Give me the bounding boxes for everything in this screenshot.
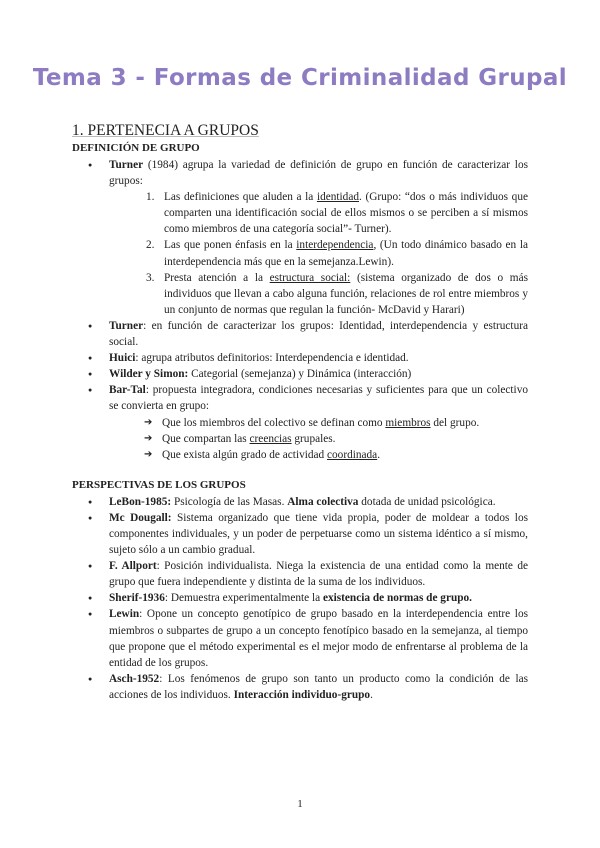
underlined-term: interdependencia [296, 239, 374, 252]
arrow-icon: ➔ [144, 448, 153, 460]
list-item-asch: ● Asch-1952: Los fenómenos de grupo son tanto un producto como la condición de las acciones de los individuos. Interacción individuo-grupo. [72, 671, 528, 703]
section-heading: 1. PERTENECIA A GRUPOS [72, 122, 259, 139]
spacer [72, 463, 528, 478]
underlined-term: identidad [316, 191, 359, 204]
arrow-list [144, 415, 528, 463]
list-item-bar-tal: ● Bar-Tal: propuesta integradora, condiciones necesarias y suficientes para que un colectivo se convierta en grupo: ➔ Que los miembros del colectivo se definan como miembros del grupo. ➔ Que compartan las creencias grupales. ➔ Que exista algún grado de actividad coordinada. [72, 382, 528, 462]
list-item-lebon: ● LeBon-1985: Psicología de las Masas. Alma colectiva dotada de unidad psicológica. [72, 494, 528, 510]
arrow-icon: ➔ [144, 432, 153, 444]
subheading-definicion: DEFINICIÓN DE GRUPO [72, 142, 200, 154]
list-item-sherif: ● Sherif-1936: Demuestra experimentalmente la existencia de normas de grupo. [72, 590, 528, 606]
document-title: Tema 3 - Formas de Criminalidad Grupal [32, 65, 568, 91]
author-name: Turner [109, 159, 144, 171]
author-name: Huici [109, 352, 136, 365]
subheading-perspectivas: PERSPECTIVAS DE LOS GRUPOS [72, 478, 246, 491]
list-item-wilder-simon: ● Wilder y Simon: Categorial (semejanza) y Dinámica (interacción) [72, 366, 528, 382]
author-name: Sherif-1936 [109, 592, 165, 605]
numbered-list [146, 189, 528, 318]
author-name: Bar-Tal [109, 384, 146, 397]
numbered-item-3: 3. Presta atención a la estructura social: (sistema organizado de dos o más individuos que llevan a cabo alguna función, relaciones de rol entre miembros y un conjunto de normas que regulan la función- McDavid y Harari) [146, 271, 528, 316]
author-name: LeBon-1985: [109, 495, 172, 508]
numbered-item-1: 1. Las definiciones que aluden a la identidad. (Grupo: “dos o más individuos que comparten una identificación social de ellos mismos o se perciben a sí mismos como miembros de una categoría social”- Turner). [146, 191, 528, 236]
list-item-turner: ● Turner: en función de caracterizar los grupos: Identidad, interdependencia y estructura social. [72, 318, 528, 350]
document-body [72, 121, 528, 703]
author-name: Turner [109, 319, 144, 332]
arrow-item-2: ➔ Que compartan las creencias grupales. [144, 431, 528, 447]
author-name: F. Allport [109, 560, 157, 573]
list-item-allport: ● F. Allport: Posición individualista. Niega la existencia de una entidad como la mente de grupo que fuera independiente y distinta de la suma de los individuos. [72, 558, 528, 590]
list-item-huici: ● Huici: agrupa atributos definitorios: Interdependencia e identidad. [72, 350, 528, 366]
underlined-term: estructura social: [269, 271, 351, 284]
list-item-mcdougall: ● Mc Dougall: Sistema organizado que tiene vida propia, poder de moldear a todos los componentes individuales, y un poder de perpetuarse como un sistema idéntico a sí mismo, sujeto sólo a un cambio gradual. [72, 510, 528, 558]
numbered-item-2: 2. Las que ponen énfasis en la interdependencia, (Un todo dinámico basado en la interdependencia más que en la semejanza.Lewin). [146, 239, 528, 268]
underlined-term: coordinada [327, 448, 378, 461]
definition-list [72, 157, 528, 463]
author-name: Lewin [109, 608, 140, 621]
underlined-term: miembros [385, 416, 431, 429]
page-number: 1 [297, 798, 303, 810]
arrow-icon: ➔ [144, 416, 153, 428]
list-item-lewin: ● Lewin: Opone un concepto genotípico de grupo basado en la interdependencia entre los miembros o subpartes de grupo a un concepto fenotípico basado en la semejanza, al tiempo que propone que el método experimental es el mejor modo de enfrentarse al problema de la entidad de los grupos. [72, 606, 528, 670]
list-item-turner-1984: ● Turner (1984) agrupa la variedad de definición de grupo en función de caracterizar los grupos: 1. Las definiciones que aluden a la identidad. (Grupo: “dos o más individuos que comparten una identificación social de ellos mismos o se perciben a sí mismos como miembros de una categoría social”- Turner). 2. Las que ponen énfasis en la interdependencia, (Un todo dinámico basado en la interdependencia más que en la semejanza.Lewin). 3. Presta atención a la estructura social: (sistema organizado de dos o más individuos que llevan a cabo alguna función, relaciones de rol entre miembros y un conjunto de normas que regulan la función- McDavid y Harari) [72, 157, 528, 318]
author-name: Asch-1952 [109, 672, 160, 685]
author-name: Wilder y Simon: [109, 368, 189, 381]
arrow-item-3: ➔ Que exista algún grado de actividad coordinada. [144, 447, 528, 463]
perspectives-list [72, 494, 528, 703]
arrow-item-1: ➔ Que los miembros del colectivo se definan como miembros del grupo. [144, 415, 528, 431]
underlined-term: creencias [249, 432, 292, 445]
author-name: Mc Dougall: [109, 511, 172, 524]
